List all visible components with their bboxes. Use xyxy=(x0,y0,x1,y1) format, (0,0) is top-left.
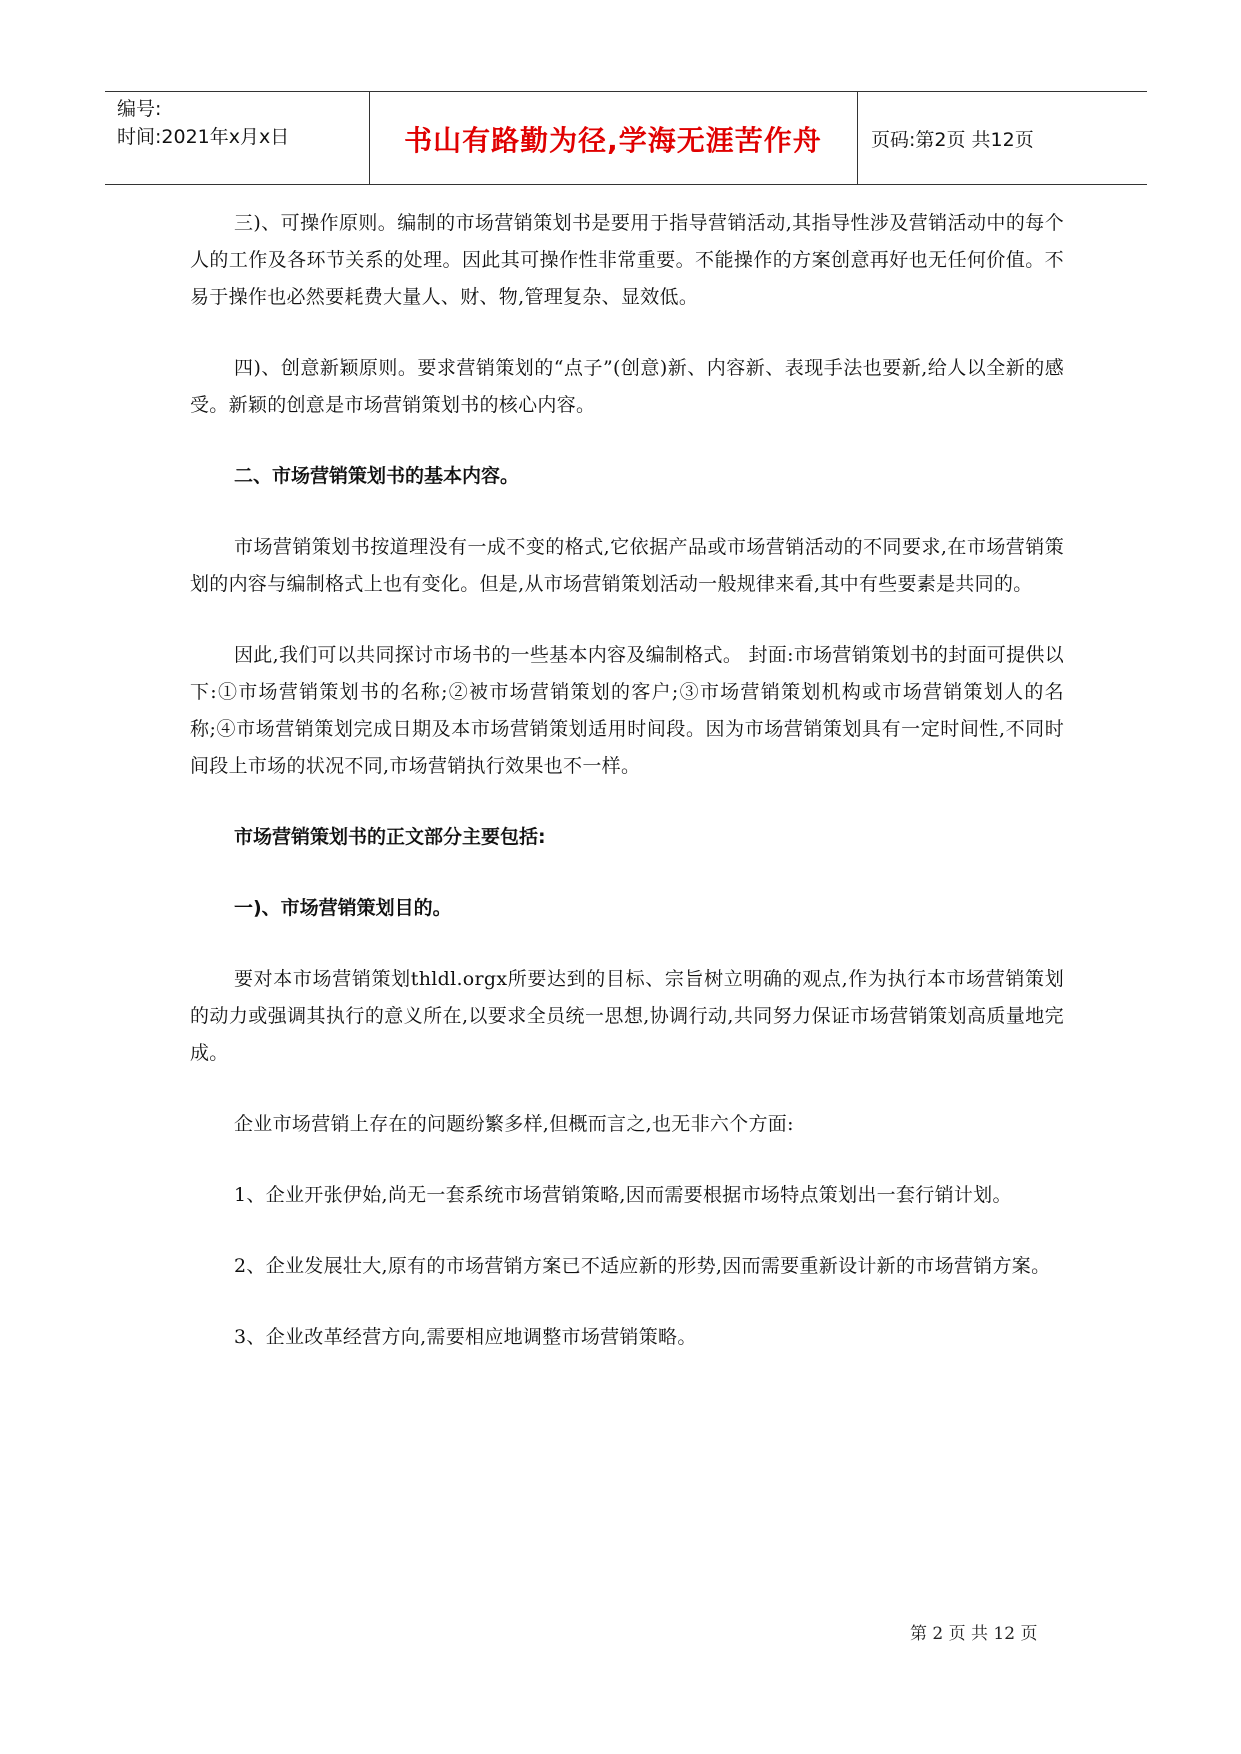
header-motto-cell xyxy=(369,92,858,184)
serial-number-label: 编号: xyxy=(117,98,162,120)
list-item-1: 1、企业开张伊始,尚无一套系统市场营销策略,因而需要根据市场特点策划出一套行销计划。 xyxy=(234,1184,1012,1206)
paragraph-purpose: 要对本市场营销策划thldl.orgx所要达到的目标、宗旨树立明确的观点,作为执行本市场营销策划的动力或强调其执行的意义所在,以要求全员统一思想,协调行动,共同努力保证市场营销策划高质量地完成。 xyxy=(190,968,1064,1064)
paragraph-innovation-principle: 四)、创意新颖原则。要求营销策划的“点子”(创意)新、内容新、表现手法也要新,给人以全新的感受。新颖的创意是市场营销策划书的核心内容。 xyxy=(190,357,1064,416)
header-meta-cell xyxy=(105,92,370,184)
section-heading-basic-content: 二、市场营销策划书的基本内容。 xyxy=(234,465,520,487)
paragraph-format-intro: 市场营销策划书按道理没有一成不变的格式,它依据产品或市场营销活动的不同要求,在市场营销策划的内容与编制格式上也有变化。但是,从市场营销策划活动一般规律来看,其中有些要素是共同的。 xyxy=(190,536,1064,595)
page-footer-number: 第 2 页 共 12 页 xyxy=(910,1624,1038,1644)
list-item-3: 3、企业改革经营方向,需要相应地调整市场营销策略。 xyxy=(234,1326,697,1348)
date-label: 时间:2021年x月x日 xyxy=(117,126,290,148)
header-page-number: 页码:第2页 共12页 xyxy=(871,129,1034,151)
page-header xyxy=(105,91,1147,185)
section-heading-purpose: 一)、市场营销策划目的。 xyxy=(234,897,452,919)
header-page-cell xyxy=(857,92,1147,184)
paragraph-problems-intro: 企业市场营销上存在的问题纷繁多样,但概而言之,也无非六个方面: xyxy=(234,1113,794,1135)
list-item-2: 2、企业发展壮大,原有的市场营销方案已不适应新的形势,因而需要重新设计新的市场营销方案。 xyxy=(234,1255,1051,1277)
document-body xyxy=(190,205,1064,1390)
header-motto: 书山有路勤为径,学海无涯苦作舟 xyxy=(404,124,822,157)
paragraph-operability-principle: 三)、可操作原则。编制的市场营销策划书是要用于指导营销活动,其指导性涉及营销活动中的每个人的工作及各环节关系的处理。因此其可操作性非常重要。不能操作的方案创意再好也无任何价值。不易于操作也必然要耗费大量人、财、物,管理复杂、显效低。 xyxy=(190,212,1064,308)
paragraph-cover: 因此,我们可以共同探讨市场书的一些基本内容及编制格式。 封面:市场营销策划书的封面可提供以下:①市场营销策划书的名称;②被市场营销策划的客户;③市场营销策划机构或市场营销策划人的名称;④市场营销策划完成日期及本市场营销策划适用时间段。因为市场营销策划具有一定时间性,不同时间段上市场的状况不同,市场营销执行效果也不一样。 xyxy=(190,644,1064,777)
section-heading-main-body: 市场营销策划书的正文部分主要包括: xyxy=(234,826,546,848)
